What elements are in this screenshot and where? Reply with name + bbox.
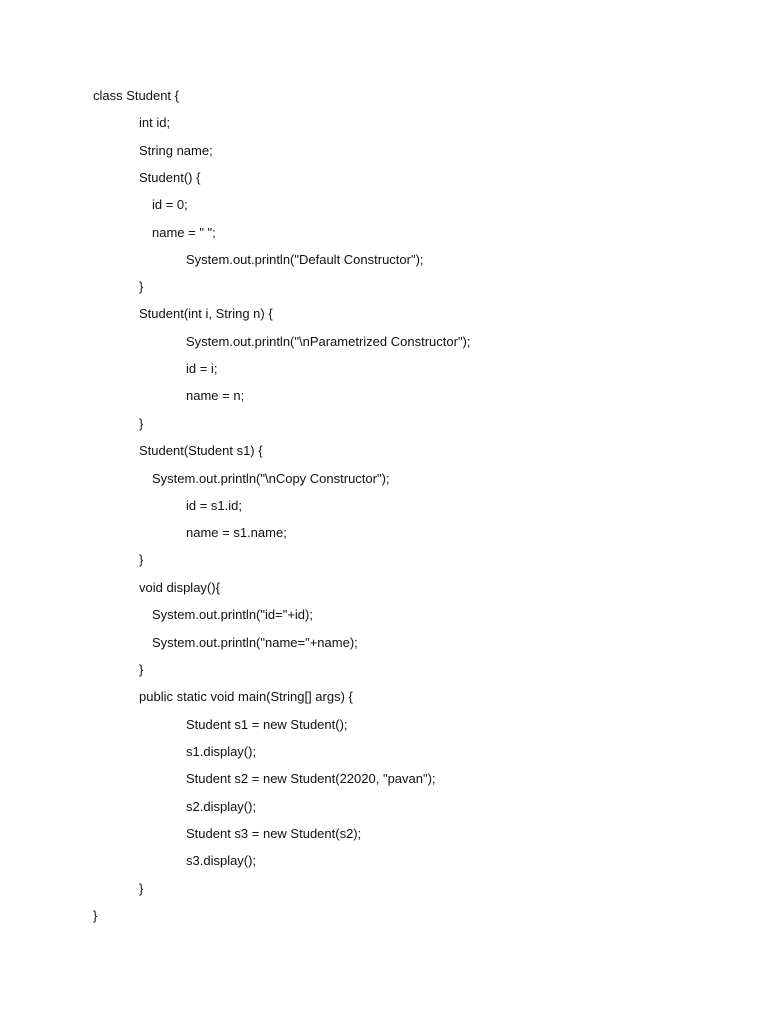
code-line: class Student { (93, 88, 179, 103)
code-line: s2.display(); (186, 799, 257, 814)
code-line: Student s1 = new Student(); (186, 717, 348, 732)
code-line: } (139, 552, 144, 567)
code-line: } (139, 279, 144, 294)
code-line: Student(int i, String n) { (139, 306, 273, 321)
code-line: s1.display(); (186, 744, 257, 759)
code-line: Student s3 = new Student(s2); (186, 826, 362, 841)
code-line: System.out.println("name="+name); (152, 635, 358, 650)
code-line: String name; (139, 143, 213, 158)
code-line: Student s2 = new Student(22020, "pavan"); (186, 771, 436, 786)
code-line: id = s1.id; (186, 498, 243, 513)
code-line: System.out.println("\nParametrized Constructor"); (186, 334, 471, 349)
code-line: id = i; (186, 361, 218, 376)
code-line: } (139, 881, 144, 896)
code-line: name = " "; (152, 225, 216, 240)
code-line: Student(Student s1) { (139, 443, 263, 458)
code-line: System.out.println("id="+id); (152, 607, 313, 622)
code-line: Student() { (139, 170, 201, 185)
code-line: public static void main(String[] args) { (139, 689, 353, 704)
code-line: s3.display(); (186, 853, 257, 868)
code-line: } (139, 662, 144, 677)
code-line: id = 0; (152, 197, 188, 212)
code-line: name = s1.name; (186, 525, 287, 540)
code-line: } (93, 908, 98, 923)
code-line: } (139, 416, 144, 431)
code-line: System.out.println("\nCopy Constructor"); (152, 471, 390, 486)
code-line: int id; (139, 115, 171, 130)
code-line: name = n; (186, 388, 245, 403)
code-line: System.out.println("Default Constructor"); (186, 252, 424, 267)
code-line: void display(){ (139, 580, 220, 595)
